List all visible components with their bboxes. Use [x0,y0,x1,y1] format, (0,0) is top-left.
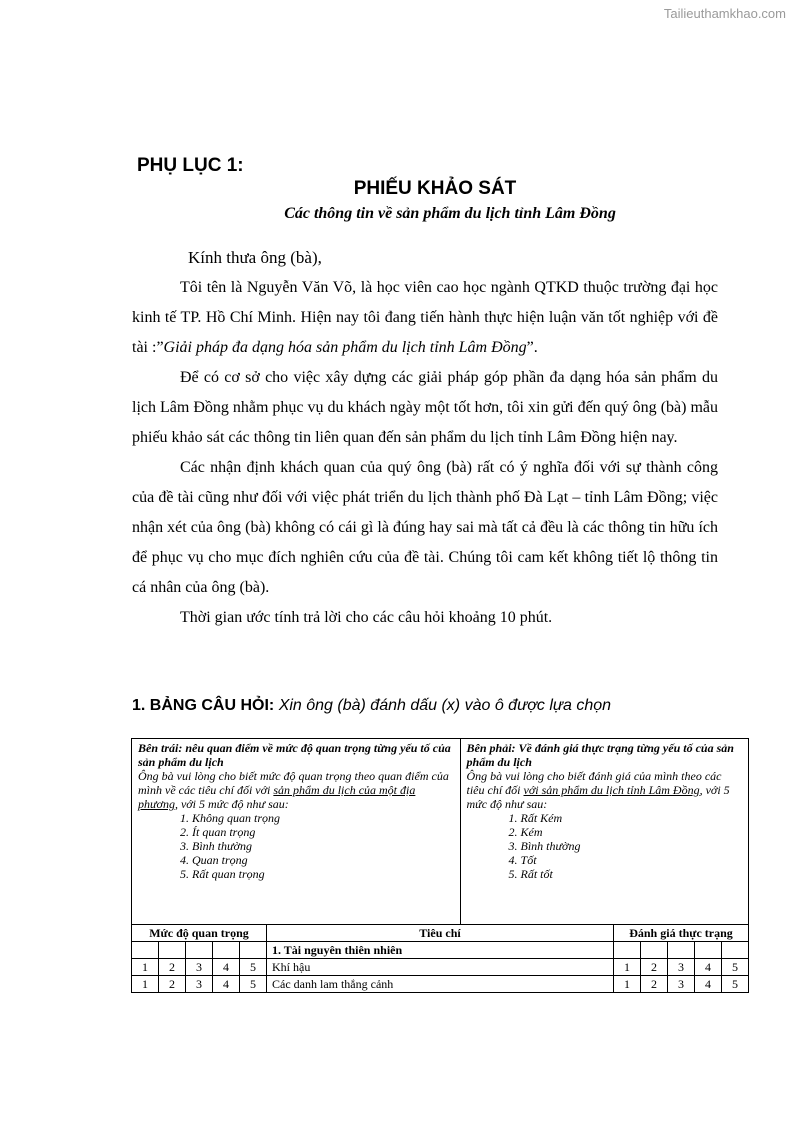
empty-cell[interactable] [213,942,240,959]
importance-option-4[interactable]: 4 [213,959,240,976]
evaluation-option-1[interactable]: 1 [614,976,641,993]
level-item: 4. Quan trọng [192,853,454,867]
group-row [132,942,749,959]
thesis-topic: Giải pháp đa dạng hóa sản phẩm du lịch tỉnh Lâm Đồng [163,339,527,356]
evaluation-levels [467,811,742,881]
evaluation-option-3[interactable]: 3 [668,976,695,993]
table-row [132,976,749,993]
section-title: 1. BẢNG CÂU HỎI: [132,697,275,714]
watermark: Tailieuthamkhao.com [663,6,786,21]
section-heading [132,697,611,715]
level-item: 1. Rất Kém [521,811,742,825]
instructions-row [132,739,749,925]
empty-cell[interactable] [614,942,641,959]
level-item: 5. Rất tốt [521,867,742,881]
importance-option-2[interactable]: 2 [159,959,186,976]
level-item: 3. Bình thường [192,839,454,853]
paragraph-1 [132,273,718,363]
empty-cell[interactable] [695,942,722,959]
document-title: PHIẾU KHẢO SÁT [353,178,517,199]
section-instruction: Xin ông (bà) đánh dấu (x) vào ô được lựa chọn [278,697,612,714]
criterion-label: Khí hậu [267,959,614,976]
evaluation-option-4[interactable]: 4 [695,976,722,993]
criteria-header: Tiêu chí [267,925,614,942]
appendix-label: PHỤ LỤC 1: [137,155,244,176]
evaluation-option-1[interactable]: 1 [614,959,641,976]
importance-option-5[interactable]: 5 [240,959,267,976]
document-subtitle: Các thông tin về sản phẩm du lịch tỉnh Lâm Đồng [284,205,616,222]
level-item: 2. Ít quan trọng [192,825,454,839]
evaluation-option-2[interactable]: 2 [641,976,668,993]
criterion-label: Các danh lam thắng cảnh [267,976,614,993]
empty-cell[interactable] [240,942,267,959]
evaluation-option-5[interactable]: 5 [722,976,749,993]
evaluation-option-3[interactable]: 3 [668,959,695,976]
left-text: Ông bà vui lòng cho biết mức độ quan trọng theo quan điểm của mình về các tiêu chí đối với sản phẩm du lịch của một địa phương, với 5 mức độ như sau: [138,769,449,811]
empty-cell[interactable] [668,942,695,959]
paragraph-2: Để có cơ sở cho việc xây dựng các giải pháp góp phần đa dạng hóa sản phẩm du lịch Lâm Đồng nhằm phục vụ du khách ngày một tốt hơn, tôi xin gửi đến quý ông (bà) mẫu phiếu khảo sát các thông tin liên quan đến sản phẩm du lịch tỉnh Lâm Đồng hiện nay. [132,369,718,446]
evaluation-option-4[interactable]: 4 [695,959,722,976]
importance-option-3[interactable]: 3 [186,976,213,993]
importance-option-4[interactable]: 4 [213,976,240,993]
level-item: 5. Rất quan trọng [192,867,454,881]
importance-header: Mức độ quan trọng [132,925,267,942]
column-header-row [132,925,749,942]
left-heading: Bên trái: nêu quan điểm về mức độ quan trọng từng yếu tố của sản phẩm du lịch [138,741,451,769]
empty-cell[interactable] [132,942,159,959]
importance-option-5[interactable]: 5 [240,976,267,993]
table-row [132,959,749,976]
survey-table [131,738,749,993]
level-item: 2. Kém [521,825,742,839]
paragraph-1-text: Tôi tên là Nguyễn Văn Võ, là học viên cao học ngành QTKD thuộc trường đại học kinh tế TP. Hồ Chí Minh. Hiện nay tôi đang tiến hành thực hiện luận văn tốt nghiệp với đề tài :” [132,279,718,356]
importance-option-1[interactable]: 1 [132,976,159,993]
evaluation-header: Đánh giá thực trạng [614,925,749,942]
empty-cell[interactable] [722,942,749,959]
greeting: Kính thưa ông (bà), [188,248,322,267]
importance-option-1[interactable]: 1 [132,959,159,976]
level-item: 4. Tốt [521,853,742,867]
letter-body [132,243,718,633]
importance-levels [138,811,454,881]
empty-cell[interactable] [159,942,186,959]
paragraph-1-end: ”. [526,339,538,356]
right-heading: Bên phải: Về đánh giá thực trạng từng yếu tố của sản phẩm du lịch [466,741,734,769]
group-title: 1. Tài nguyên thiên nhiên [267,942,614,959]
importance-option-3[interactable]: 3 [186,959,213,976]
empty-cell[interactable] [641,942,668,959]
evaluation-option-2[interactable]: 2 [641,959,668,976]
importance-option-2[interactable]: 2 [159,976,186,993]
evaluation-option-5[interactable]: 5 [722,959,749,976]
paragraph-4: Thời gian ước tính trả lời cho các câu hỏi khoảng 10 phút. [180,609,553,626]
empty-cell[interactable] [186,942,213,959]
right-text: Ông bà vui lòng cho biết đánh giá của mình theo các tiêu chí đối với sản phẩm du lịch tỉnh Lâm Đồng, với 5 mức độ như sau: [466,769,730,811]
left-instructions [132,739,461,925]
paragraph-3: Các nhận định khách quan của quý ông (bà) rất có ý nghĩa đối với sự thành công của đề tài cũng như đối với việc phát triển du lịch thành phố Đà Lạt – tỉnh Lâm Đồng; việc nhận xét của ông (bà) không có cái gì là đúng hay sai mà tất cả đều là các thông tin hữu ích để phục vụ cho mục đích nghiên cứu của đề tài. Chúng tôi cam kết không tiết lộ thông tin cá nhân của ông (bà). [132,459,718,596]
level-item: 1. Không quan trọng [192,811,454,825]
right-instructions [460,739,748,925]
level-item: 3. Bình thường [521,839,742,853]
